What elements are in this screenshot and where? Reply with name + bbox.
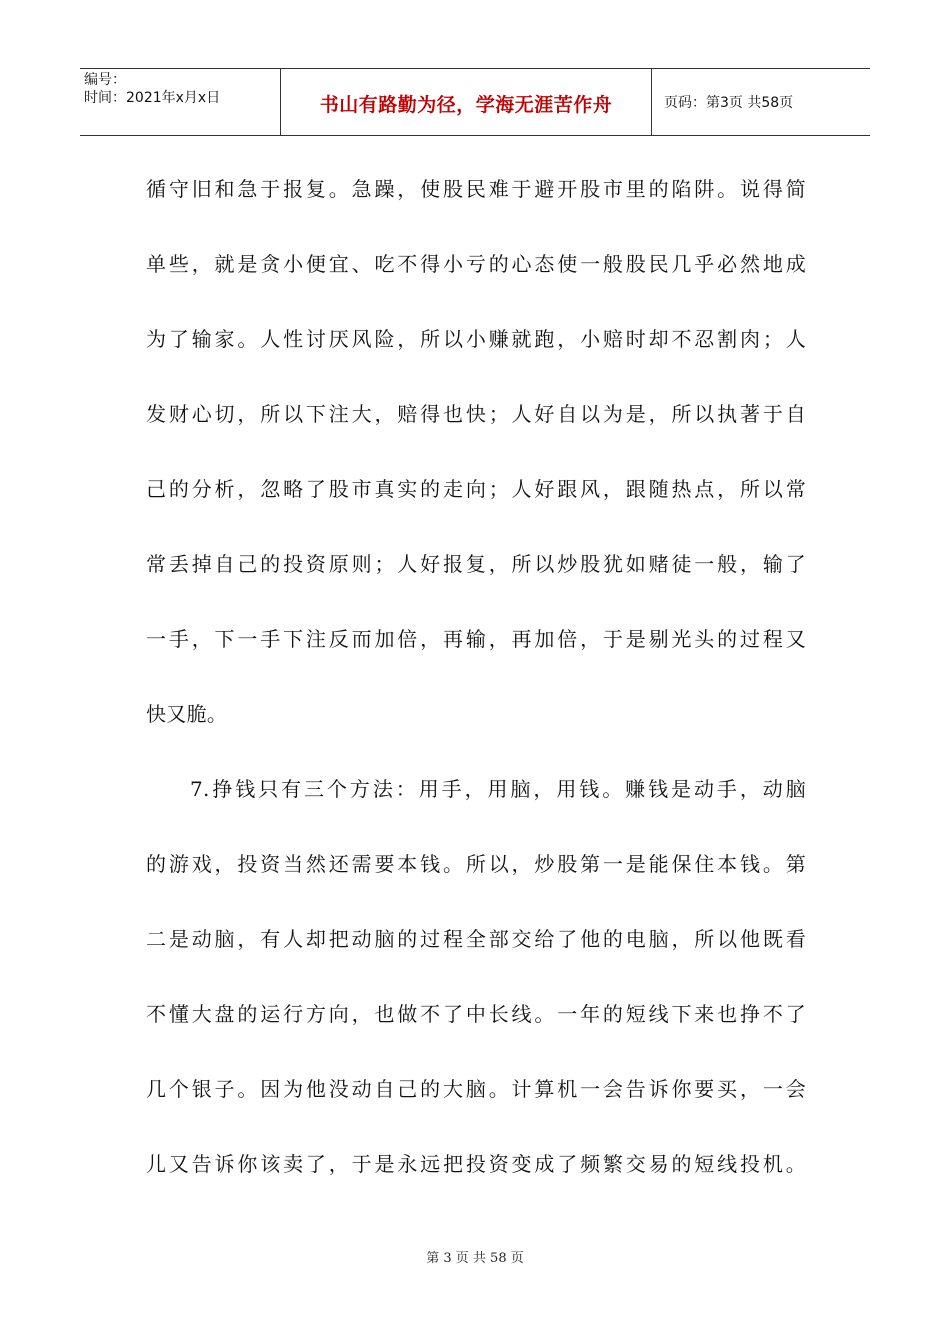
text-line: 几个银子。因为他没动自己的大脑。计算机一会告诉你要买，一会 — [146, 1077, 806, 1101]
text-line: 二是动脑，有人却把动脑的过程全部交给了他的电脑，所以他既看 — [146, 927, 806, 951]
text-line: 快又脆。 — [146, 702, 228, 726]
text-line: 循守旧和急于报复。急躁，使股民难于避开股市里的陷阱。说得简 — [146, 177, 806, 201]
body-text — [146, 152, 806, 1202]
header-meta-cell — [80, 69, 281, 135]
text-line: 单些，就是贪小便宜、吃不得小亏的心态使一般股民几乎必然地成 — [146, 252, 806, 276]
page-info: 页码：第3页 共58页 — [664, 95, 794, 111]
page-footer — [0, 1247, 950, 1266]
text-line: 己的分析，忽略了股市真实的走向；人好跟风，跟随热点，所以常 — [146, 477, 806, 501]
header-motto-cell — [281, 69, 652, 135]
paragraph-start-line: 7.挣钱只有三个方法：用手，用脑，用钱。赚钱是动手，动脑 — [190, 777, 806, 801]
motto-text: 书山有路勤为径，学海无涯苦作舟 — [319, 93, 613, 116]
text-line: 的游戏，投资当然还需要本钱。所以，炒股第一是能保住本钱。第 — [146, 852, 806, 876]
text-line: 一手，下一手下注反而加倍，再输，再加倍，于是剔光头的过程又 — [146, 627, 806, 651]
text-line: 儿又告诉你该卖了，于是永远把投资变成了频繁交易的短线投机。 — [146, 1152, 806, 1176]
text-line: 发财心切，所以下注大，赔得也快；人好自以为是，所以执著于自 — [146, 402, 806, 426]
number-label: 编号： — [84, 72, 126, 88]
text-line: 常丢掉自己的投资原则；人好报复，所以炒股犹如赌徒一般，输了 — [146, 552, 806, 576]
text-line: 为了输家。人性讨厌风险，所以小赚就跑，小赔时却不忍割肉；人 — [146, 327, 806, 351]
date-label: 时间：2021年x月x日 — [84, 90, 221, 106]
page-header — [80, 68, 870, 136]
text-line: 不懂大盘的运行方向，也做不了中长线。一年的短线下来也挣不了 — [146, 1002, 806, 1026]
footer-page-number: 第 3 页 共 58 页 — [426, 1251, 524, 1266]
header-page-cell — [652, 69, 870, 135]
